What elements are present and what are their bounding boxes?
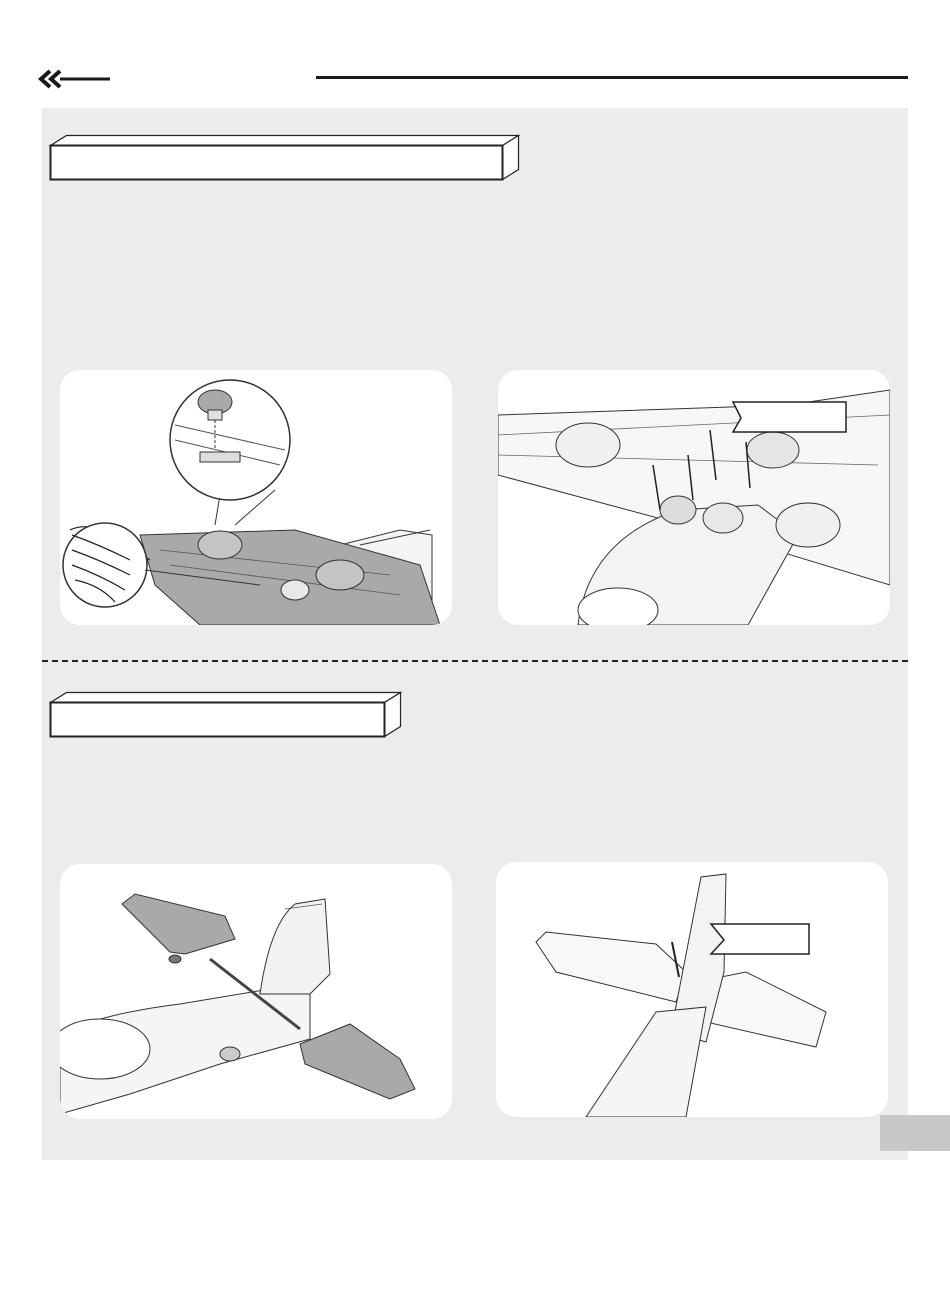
step-title-box <box>50 135 520 181</box>
tail-screw-figure <box>496 862 888 1117</box>
page-number-tab <box>880 1115 950 1151</box>
wing-connection-figure <box>60 370 452 625</box>
step-title-box <box>50 692 402 738</box>
wing-screws-figure <box>498 370 890 625</box>
tail-assembly-figure <box>60 864 452 1119</box>
header-rule <box>316 76 908 79</box>
section-divider <box>42 660 908 662</box>
double-chevron-left-icon <box>38 66 118 92</box>
